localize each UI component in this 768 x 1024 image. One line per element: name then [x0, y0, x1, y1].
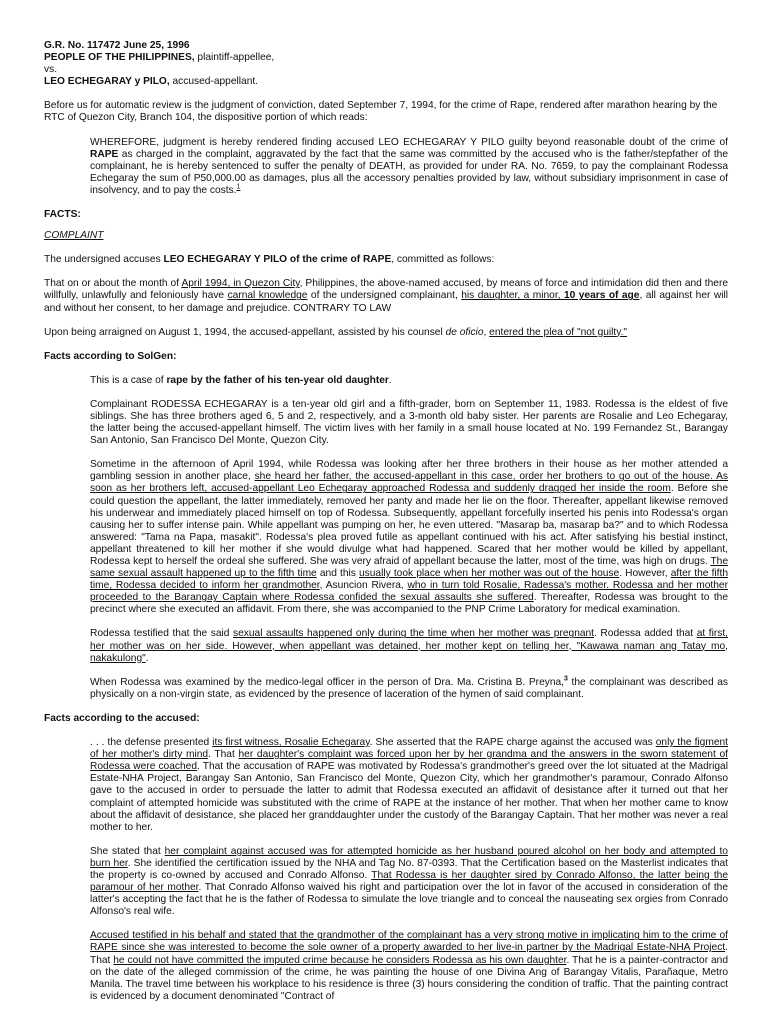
text: the complainant was described as physically on a non-virgin state, as evidenced by the presence of laceration of the hymen of said complainant.	[90, 676, 728, 700]
text: Rodessa testified that the said	[90, 628, 234, 640]
underlined-text: The same sexual assault happened up to the fifth time	[90, 556, 728, 580]
text: . . . the defense presented	[90, 737, 213, 749]
underlined-text: he could not have committed the imputed crime because he considers Rodessa as his own daughter	[113, 954, 567, 966]
complaint-intro	[44, 254, 728, 266]
underlined-text: That Rodessa is her daughter sired by Conrado Alfonso, the latter being the paramour of her mother	[90, 869, 728, 894]
accused-line	[44, 76, 728, 88]
text: , Philippines, the above-named accused, by means of force and intimidation did then and there willfully, unlawfully and feloniously have	[44, 278, 729, 302]
accused-role: accused-appellant.	[169, 76, 259, 88]
underlined-text: only the figment of her mother's dirty mind	[90, 737, 728, 761]
complaint-intro-text: The undersigned accuses	[44, 254, 164, 266]
solgen-paragraph-2	[90, 459, 728, 616]
accused-facts-heading: Facts according to the accused:	[44, 712, 200, 724]
accused-name: LEO ECHEGARAY y PILO,	[44, 76, 170, 88]
text: and this	[316, 568, 359, 580]
dispositive-text: as charged in the complaint, aggravated by the fact that the same was committed by the accused who is the father/stepfather of the complainant, he is hereby sentenced to suffer the penalty of DEATH, as provided for under RA. No. 7659, to pay the complainant Rodessa Echegaray the sum of P50,000.00 as damages, plus all the accessory penalties provided by law, without subsidiary imprisonment in case of insolvency, and to pay the costs.	[90, 148, 728, 196]
text: . She identified the certification issued by the NHA and Tag No. 87-0393. That the Certification based on the Masterlist indicates that the property is co-owned by accused and Conrado Alfonso.	[90, 857, 728, 881]
underlined-text: entered the plea of "not guilty."	[489, 326, 628, 338]
text: , all against her will and without her consent, to her damage and prejudice. CONTRARY TO LAW	[44, 290, 728, 314]
text: She stated that	[90, 845, 165, 857]
italic-text: de oficio	[445, 326, 484, 338]
gr-number: G.R. No. 117472 June 25, 1996	[44, 40, 190, 51]
solgen-case	[90, 375, 728, 387]
intro-paragraph: Before us for automatic review is the judgment of conviction, dated September 7, 1994, for the crime of Rape, rendered after marathon hearing by the RTC of Quezon City, Branch 104, the dispositive portion of which reads:	[44, 100, 718, 124]
plaintiff-line	[44, 52, 728, 64]
text: .	[145, 652, 149, 664]
underlined-text: his daughter, a minor,	[461, 290, 564, 302]
footnote-link[interactable]: 3	[564, 675, 568, 683]
text: . Before she could question the appellant, the latter immediately, removed her panty and made her lie on the floor. Thereafter, appellant likewise removed his underwear and immediately placed himself on top of Rodessa. Subsequently, appellant forcefully inserted his penis into Rodessa's organ causing her to suffer intense pain. While appellant was pumping on her, he even uttered. "Masarap ba, masarap ba?" and to which Rodessa answered: "Tama na Papa, masakit". Rodessa's plea proved futile as appellant continued with his act. After satisfying his bestial instinct, appellant threatened to kill her mother if she would divulge what had happened. Scared that her mother would be killed by appellant, Rodessa kept to herself the ordeal she suffered. She was very afraid of appellant because the latter, most of the time, was high on drugs.	[90, 483, 728, 567]
dispositive-text: WHEREFORE, judgment is hereby rendered finding accused LEO ECHEGARAY Y PILO guilty beyond reasonable doubt of the crime of	[90, 136, 728, 148]
underlined-text: its first witness, Rosalie Echegaray	[212, 737, 370, 749]
solgen-heading: Facts according to SolGen:	[44, 350, 177, 362]
underlined-text: she heard her father, the accused-appellant in this case, order her brothers to go out of the house. As soon as her brothers left, accused-appellant Leo Echegaray approached Rodessa and suddenly dragged her inside the room	[90, 471, 728, 495]
complaint-heading: COMPLAINT	[44, 230, 104, 242]
text: . Rodessa added that	[594, 628, 697, 640]
underlined-text: usually took place when her mother was out of the house	[359, 568, 620, 580]
plaintiff-name: PEOPLE OF THE PHILIPPINES,	[44, 52, 195, 64]
accused-paragraph-1	[90, 737, 728, 834]
text: . That the accusation of RAPE was motivated by Rodessa's grandmother's greed over the lot situated at the Madrigal Estate-NHA Project, Barangay San Antonio, San Francisco del Monte, Quezon City, which her grandmother's paramour, Conrado Alfonso gave to the accused in order to persuade the latter to admit that Rodessa executed an affidavit of desistance after it turned out that her complaint of attempted homicide was substituted with the crime of RAPE at the instance of her mother. That when her mother came to know about the affidavit of desistance, she placed her granddaughter under the custody of the Barangay Captain. That her mother was never a real mother to her.	[90, 761, 728, 833]
underlined-text: Accused testified in his behalf and stated that the grandmother of the complainant has a very strong motive in implicating him to the crime of RAPE since she was interested to become the sole owner of a property awarded to her live-in partner by the Madrigal Estate-NHA Project	[90, 930, 728, 954]
text: . That	[208, 749, 239, 761]
text: . That Conrado Alfonso waived his right and participation over the lot in favor of the accused in consideration of the latter's accepting the fact that he is the father of Rodessa to simulate the love triangle and to conceal the nauseating sex orgies from Conrado Alfonso's real wife.	[90, 882, 728, 918]
text: When Rodessa was examined by the medico-legal officer in the person of Dra. Ma. Cristina B. Preyna,	[90, 676, 564, 688]
underlined-text: who in turn told Rosalie, Radessa's mother. Rodessa and her mother proceeded to the Barangay Captain where Rodessa confided the sexual assaults she suffered	[90, 580, 728, 604]
text: Upon being arraigned on August 1, 1994, the accused-appellant, assisted by his counsel	[44, 326, 446, 338]
text: This is a case of	[90, 374, 167, 386]
underlined-text: her complaint against accused was for attempted homicide as her husband poured alcohol on her body and attempted to burn her	[90, 845, 728, 869]
arraignment-paragraph	[44, 327, 728, 339]
complaint-intro-text: , committed as follows:	[391, 254, 495, 266]
solgen-paragraph-3	[90, 628, 728, 664]
underlined-bold-text: 10 years of age	[563, 290, 640, 302]
underlined-text: her daughter's complaint was forced upon her by her grandma and the answers in the sworn statement of Rodessa were coached	[90, 749, 728, 773]
solgen-paragraph-4	[90, 677, 728, 701]
text: of the undersigned complainant,	[307, 290, 462, 302]
text: . She asserted that the RAPE charge against the accused was	[369, 737, 656, 749]
dispositive-rape: RAPE	[90, 148, 119, 160]
text: . However,	[619, 568, 671, 580]
text: ,	[483, 326, 490, 338]
facts-heading: FACTS:	[44, 209, 81, 221]
complaint-body	[44, 278, 728, 314]
bold-text: rape by the father of his ten-year old daughter	[166, 374, 389, 386]
accused-paragraph-2	[90, 846, 728, 919]
text: That on or about the month of	[44, 278, 182, 290]
case-caption	[44, 40, 728, 88]
underlined-text: at first, her mother was on her side. However, when appellant was detained, her mother kept on telling her, "Kawawa naman ang Tatay mo, nakakulong"	[90, 628, 728, 664]
solgen-paragraph-1: Complainant RODESSA ECHEGARAY is a ten-year old girl and a fifth-grader, born on September 11, 1983. Rodessa is the eldest of five siblings. She has three brothers aged 6, 5 and 2, respectively, and a 3-month old baby sister. Her parents are Rosalie and Leo Echegaray, the latter being the accused-appellant himself. The victim lives with her family in a small house located at No. 199 Fernandez St., Barangay San Antonio, San Francisco Del Monte, Quezon City.	[90, 398, 728, 447]
versus: vs.	[44, 64, 58, 76]
text: Sometime in the afternoon of April 1994, while Rodessa was looking after her three brothers in their house as her mother attended a gambling session in another place,	[90, 459, 728, 483]
text: . Thereafter, Rodessa was brought to the precinct where she executed an affidavit. From there, she was accompanied to the PNP Crime Laboratory for medical examination.	[90, 592, 729, 616]
complaint-intro-bold: LEO ECHEGARAY Y PILO of the crime of RAPE	[163, 254, 392, 266]
underlined-text: carnal knowledge	[227, 290, 308, 302]
text: .	[388, 374, 392, 386]
dispositive-portion	[90, 137, 728, 197]
accused-paragraph-3	[90, 930, 728, 1003]
underlined-text: after the fifth time, Rodessa decided to inform her grandmother	[90, 568, 729, 592]
text: . That	[90, 942, 728, 966]
text: . That he is a painter-contractor and on the date of the alleged commission of the crime, he was painting the house of one Divina Ang of Barangay Vitalis, Parañaque, Metro Manila. The travel time between his workplace to his residence is three (3) hours considering the condition of traffic. That the painting contract is evidenced by a document denominated "Contract of	[90, 954, 728, 1002]
footnote-link[interactable]: 1	[236, 183, 241, 191]
text: , Asuncion Rivera,	[319, 580, 408, 592]
underlined-text: April 1994, in Quezon City	[181, 278, 300, 290]
plaintiff-role: plaintiff-appellee,	[194, 52, 275, 64]
underlined-text: sexual assaults happened only during the time when her mother was pregnant	[233, 628, 595, 640]
